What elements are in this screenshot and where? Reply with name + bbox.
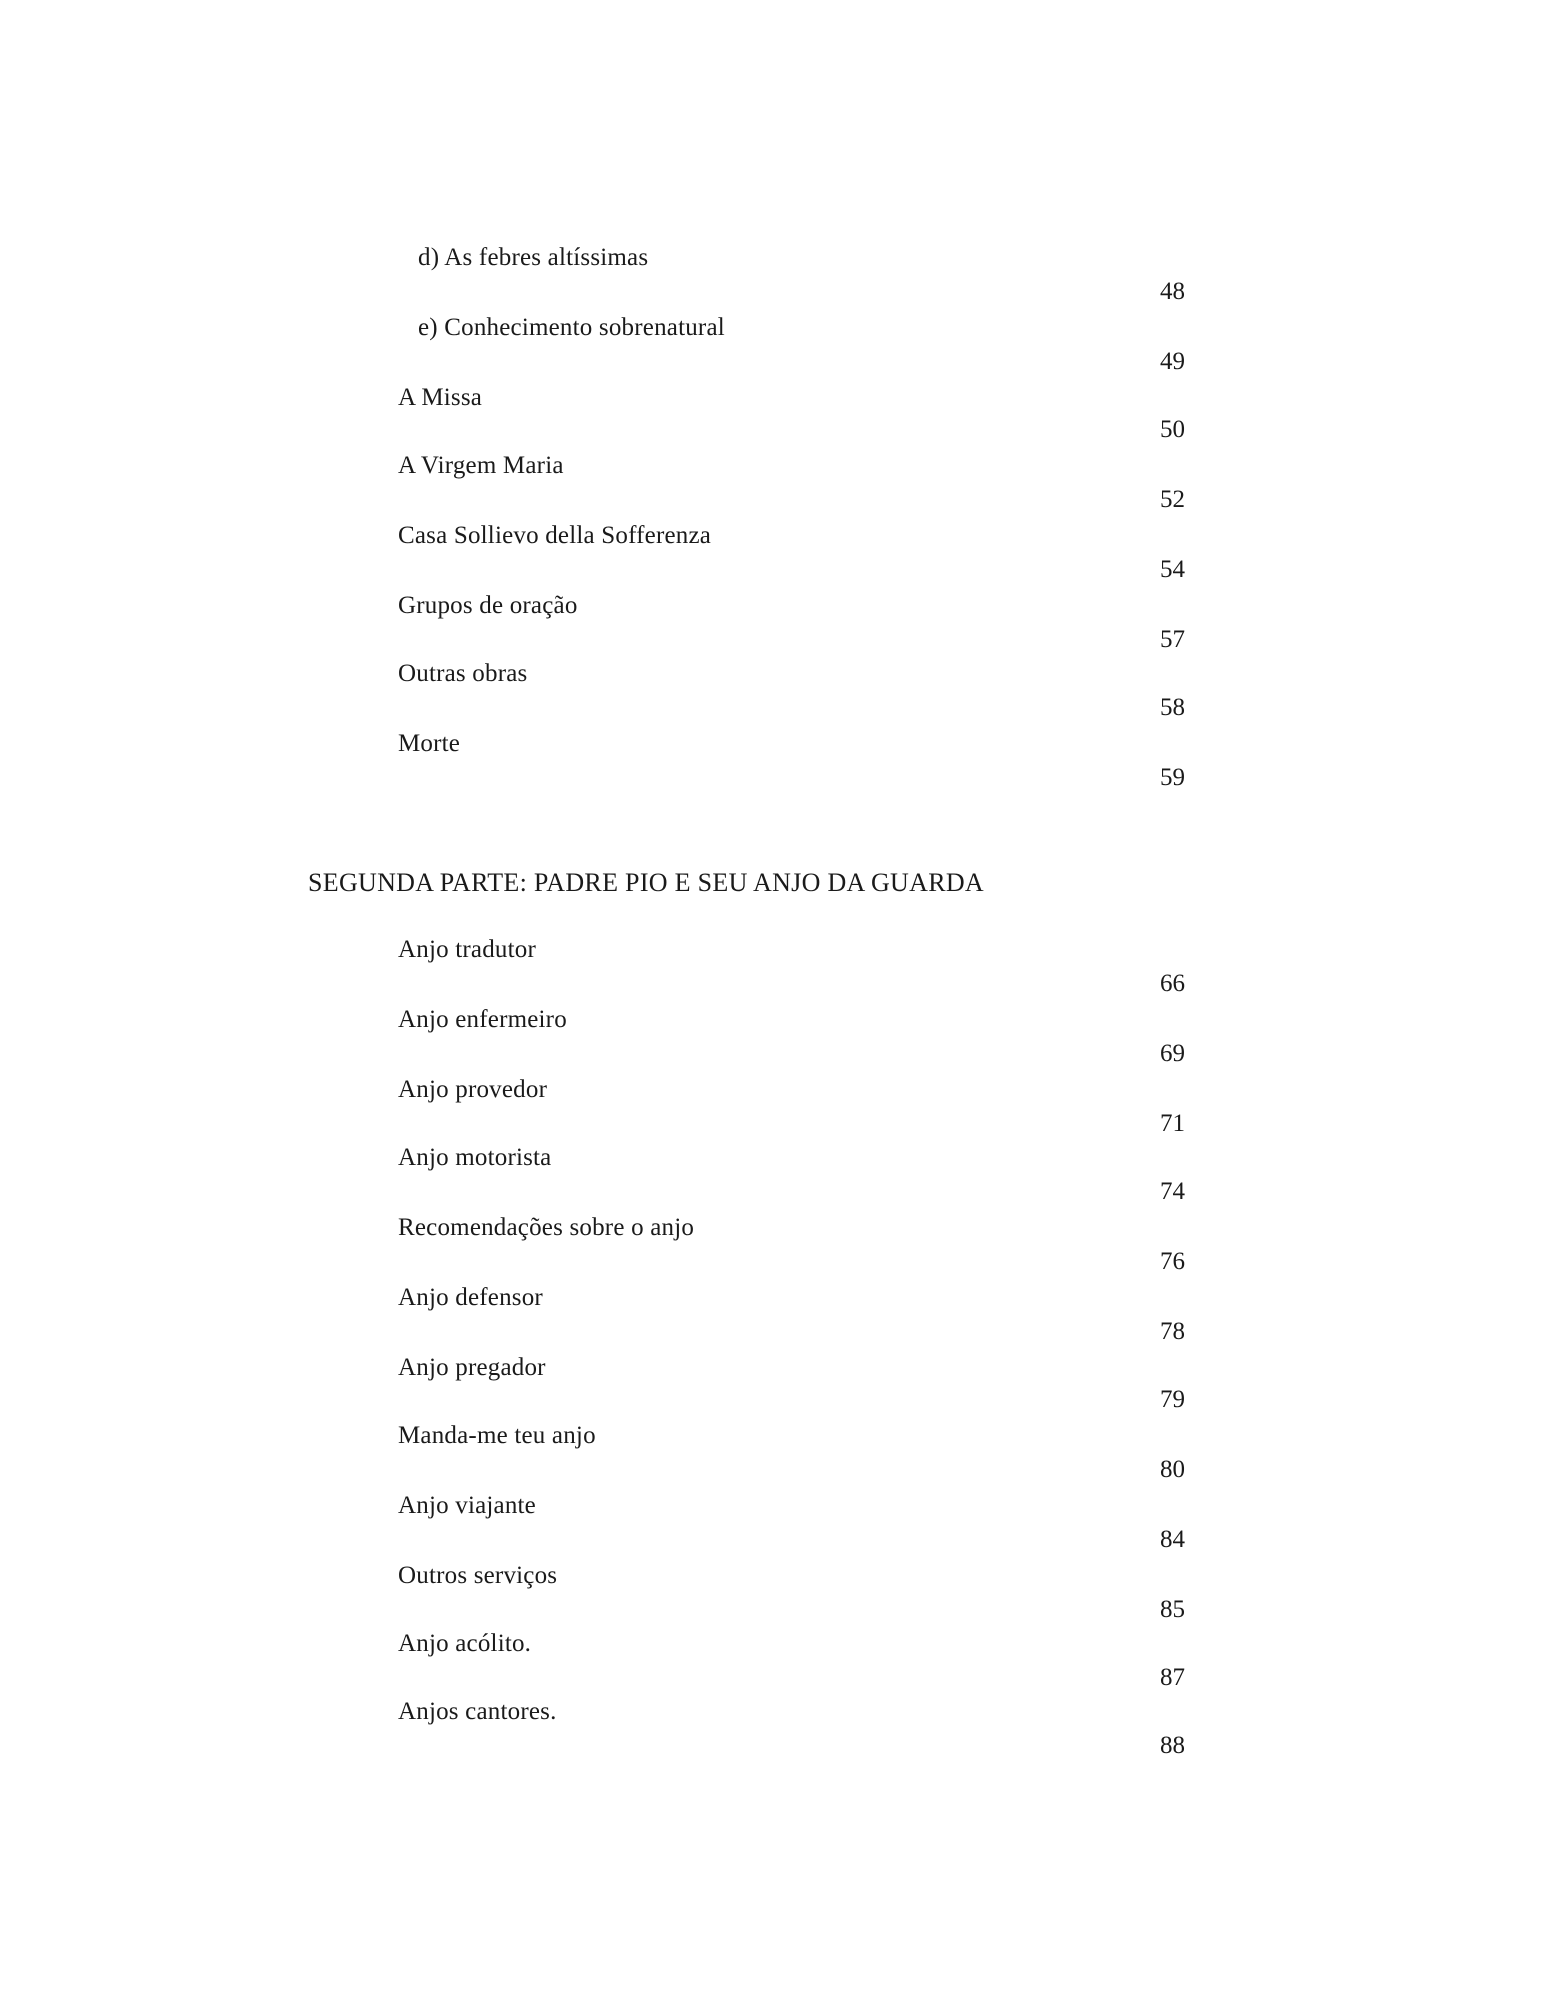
toc-entry-title: Casa Sollievo della Sofferenza	[398, 522, 712, 549]
toc-entry-title: Manda-me teu anjo	[398, 1422, 596, 1449]
toc-entry-page: 50	[1160, 416, 1185, 443]
toc-entry-page: 85	[1160, 1596, 1185, 1623]
toc-entry-page: 59	[1160, 764, 1185, 791]
toc-entry-title: Anjos cantores.	[398, 1698, 557, 1725]
toc-entry-page: 58	[1160, 694, 1185, 721]
toc-entry-page: 74	[1160, 1178, 1185, 1205]
toc-entry-title: Anjo acólito.	[398, 1630, 532, 1657]
section-heading: SEGUNDA PARTE: PADRE PIO E SEU ANJO DA GUARDA	[308, 868, 985, 897]
toc-entry-title: e) Conhecimento sobrenatural	[418, 314, 725, 341]
toc-entry-page: 80	[1160, 1456, 1185, 1483]
toc-entry-page: 87	[1160, 1664, 1185, 1691]
toc-entry-page: 84	[1160, 1526, 1185, 1553]
toc-entry-page: 57	[1160, 626, 1185, 653]
toc-entry-page: 71	[1160, 1110, 1185, 1137]
toc-entry-title: Anjo enfermeiro	[398, 1006, 567, 1033]
toc-entry-title: Anjo pregador	[398, 1354, 546, 1381]
toc-entry-page: 66	[1160, 970, 1185, 997]
toc-entry-title: Anjo defensor	[398, 1284, 543, 1311]
toc-entry-title: Anjo viajante	[398, 1492, 536, 1519]
toc-entry-title: Anjo tradutor	[398, 936, 536, 963]
toc-entry-page: 88	[1160, 1732, 1185, 1759]
toc-entry-title: d) As febres altíssimas	[418, 244, 649, 271]
toc-entry-title: A Missa	[398, 384, 483, 411]
toc-entry-title: Anjo provedor	[398, 1076, 548, 1103]
toc-entry-title: Outros serviços	[398, 1562, 558, 1589]
toc-entry-title: Recomendações sobre o anjo	[398, 1214, 695, 1241]
toc-entry-title: Grupos de oração	[398, 592, 578, 619]
toc-entry-page: 52	[1160, 486, 1185, 513]
toc-entry-title: Anjo motorista	[398, 1144, 552, 1171]
toc-entry-page: 54	[1160, 556, 1185, 583]
toc-entry-page: 79	[1160, 1386, 1185, 1413]
toc-entry-title: Outras obras	[398, 660, 528, 687]
toc-entry-title: A Virgem Maria	[398, 452, 564, 479]
toc-entry-page: 76	[1160, 1248, 1185, 1275]
toc-entry-page: 69	[1160, 1040, 1185, 1067]
toc-entry-page: 48	[1160, 278, 1185, 305]
toc-entry-page: 78	[1160, 1318, 1185, 1345]
toc-entry-page: 49	[1160, 348, 1185, 375]
toc-entry-title: Morte	[398, 730, 461, 757]
